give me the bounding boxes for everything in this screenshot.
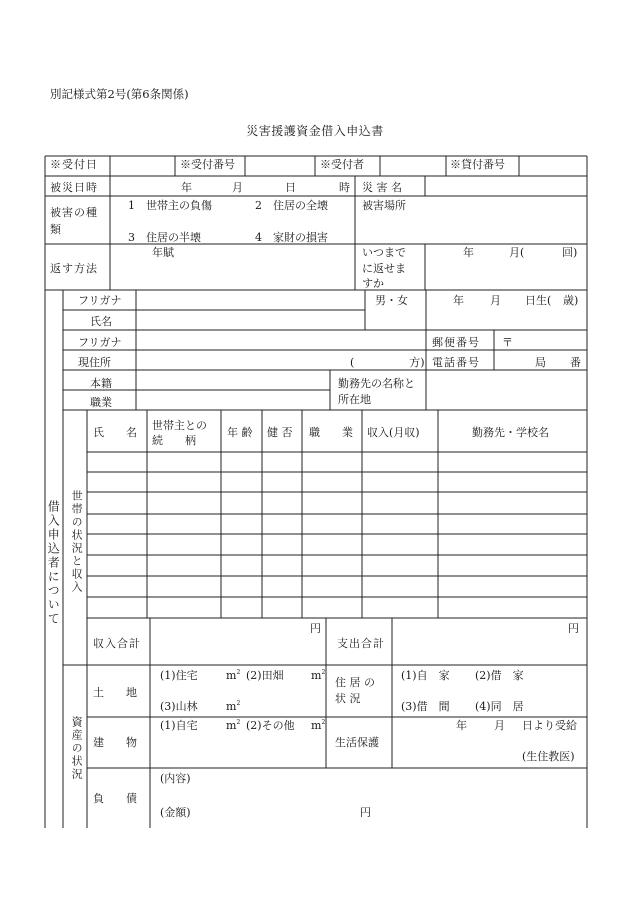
col-workplace-header: 勤務先・学校名 [472, 426, 549, 439]
col-name-header: 氏 名 [93, 426, 137, 439]
col-age-header: 年 齢 [227, 426, 253, 439]
deadline-label-3: すか [362, 277, 384, 290]
disaster-name-label: 災 害 名 [362, 181, 402, 194]
birth-year-unit: 年 [453, 294, 464, 307]
land-house-option: (1)住宅 [160, 669, 198, 682]
residence-label-2: 状 況 [335, 692, 361, 705]
deadline-year-unit: 年 [463, 246, 474, 259]
loan-number-label: ※貸付番号 [450, 158, 505, 171]
building-home-option: (1)自宅 [160, 719, 198, 732]
expense-yen-unit: 円 [568, 622, 579, 635]
deadline-label-1: いつまで [362, 246, 406, 259]
receipt-date-label: ※受付日 [50, 158, 98, 171]
debt-yen-unit: 円 [360, 806, 371, 819]
damage-type-label-2: 類 [50, 223, 61, 236]
income-total-label: 収入合計 [93, 637, 141, 650]
deadline-label-2: に返せま [362, 262, 406, 275]
receipt-number-label: ※受付番号 [180, 158, 235, 171]
damage-option-2: 2 住居の全壊 [255, 199, 328, 212]
form-reference: 別記様式第2号(第6条関係) [50, 87, 189, 101]
income-yen-unit: 円 [310, 622, 321, 635]
address-label: 現住所 [78, 356, 111, 369]
applicant-section-label: 借入申込者について [46, 500, 61, 626]
land-label: 土 地 [93, 686, 137, 699]
land-forest-option: (3)山林 [160, 700, 198, 713]
debt-label: 負 債 [93, 792, 137, 805]
col-job-header: 職 業 [309, 426, 353, 439]
damage-option-1: 1 世帯主の負傷 [128, 199, 212, 212]
land-field-option: (2)田畑 [246, 669, 284, 682]
building-label: 建 物 [93, 736, 137, 749]
disaster-day-unit: 日 [285, 181, 296, 194]
birth-month-unit: 月 [490, 294, 501, 307]
postal-code-label: 郵便番号 [432, 336, 480, 349]
residence-cohabit-option: (4)同 居 [475, 700, 524, 713]
occupation-label: 職業 [90, 396, 112, 409]
expense-total-label: 支出合計 [337, 637, 385, 650]
name-label: 氏名 [90, 315, 112, 328]
phone-exchange-unit: 局 [535, 356, 546, 369]
col-relation-header-1: 世帯主との [152, 419, 207, 432]
disaster-month-unit: 月 [232, 181, 243, 194]
col-relation-header-2: 続 柄 [152, 434, 196, 447]
building-other-option: (2)その他 [246, 719, 295, 732]
welfare-label: 生活保護 [335, 736, 379, 749]
col-health-header: 健 否 [267, 426, 293, 439]
phone-number-unit: 番 [570, 356, 581, 369]
welfare-receive-label: 日より受給 [522, 719, 577, 732]
postal-mark: 〒 [502, 336, 513, 349]
workplace-label-1: 勤務先の名称と [338, 377, 415, 390]
damage-type-label: 被害の種 [50, 206, 98, 219]
building-home-sqm: $m^2$ [226, 719, 241, 732]
age-unit: 歳) [563, 294, 579, 307]
birth-day-unit: 日生( [525, 294, 552, 307]
deadline-times-unit: 回) [562, 246, 578, 259]
repayment-method-label: 返す方法 [50, 262, 98, 275]
disaster-year-unit: 年 [181, 181, 192, 194]
residence-rent-option: (2)借 家 [475, 669, 524, 682]
address-care-of: ( 方) [350, 356, 425, 369]
land-forest-sqm: $m^2$ [226, 700, 241, 713]
damage-option-3: 3 住居の半壊 [128, 231, 201, 244]
welfare-year-unit: 年 [456, 719, 467, 732]
phone-label: 電話番号 [432, 356, 480, 369]
welfare-month-unit: 月 [494, 719, 505, 732]
disaster-hour-unit: 時 [339, 181, 350, 194]
furigana-label: フリガナ [78, 294, 122, 307]
residence-own-option: (1)自 家 [401, 669, 450, 682]
assets-section-label: 資産の状況 [70, 716, 84, 781]
debt-amount-label: (金額) [160, 806, 191, 819]
document-title: 災害援護資金借入申込書 [246, 124, 384, 138]
land-house-sqm: $m^2$ [226, 669, 241, 682]
household-section-label: 世帯の状況と収入 [70, 490, 84, 594]
domicile-label: 本籍 [90, 377, 112, 390]
gender-label: 男・女 [375, 294, 408, 307]
residence-room-option: (3)借 間 [401, 700, 450, 713]
deadline-month-unit: 月( [509, 246, 525, 259]
debt-content-label: (内容) [160, 772, 191, 785]
col-income-header: 収入(月収) [367, 426, 420, 439]
workplace-label-2: 所在地 [338, 393, 371, 406]
welfare-type-options: (生住教医) [522, 750, 575, 763]
receiver-label: ※受付者 [320, 158, 364, 171]
annual-installment-label: 年賦 [152, 246, 174, 259]
furigana-label-2: フリガナ [78, 336, 122, 349]
damage-option-4: 4 家財の損害 [255, 231, 328, 244]
building-other-sqm: $m^2$ [311, 719, 326, 732]
disaster-date-label: 被災日時 [50, 181, 98, 194]
land-field-sqm: $m^2$ [311, 669, 326, 682]
residence-label-1: 住 居 の [335, 676, 375, 689]
damage-place-label: 被害場所 [362, 199, 406, 212]
